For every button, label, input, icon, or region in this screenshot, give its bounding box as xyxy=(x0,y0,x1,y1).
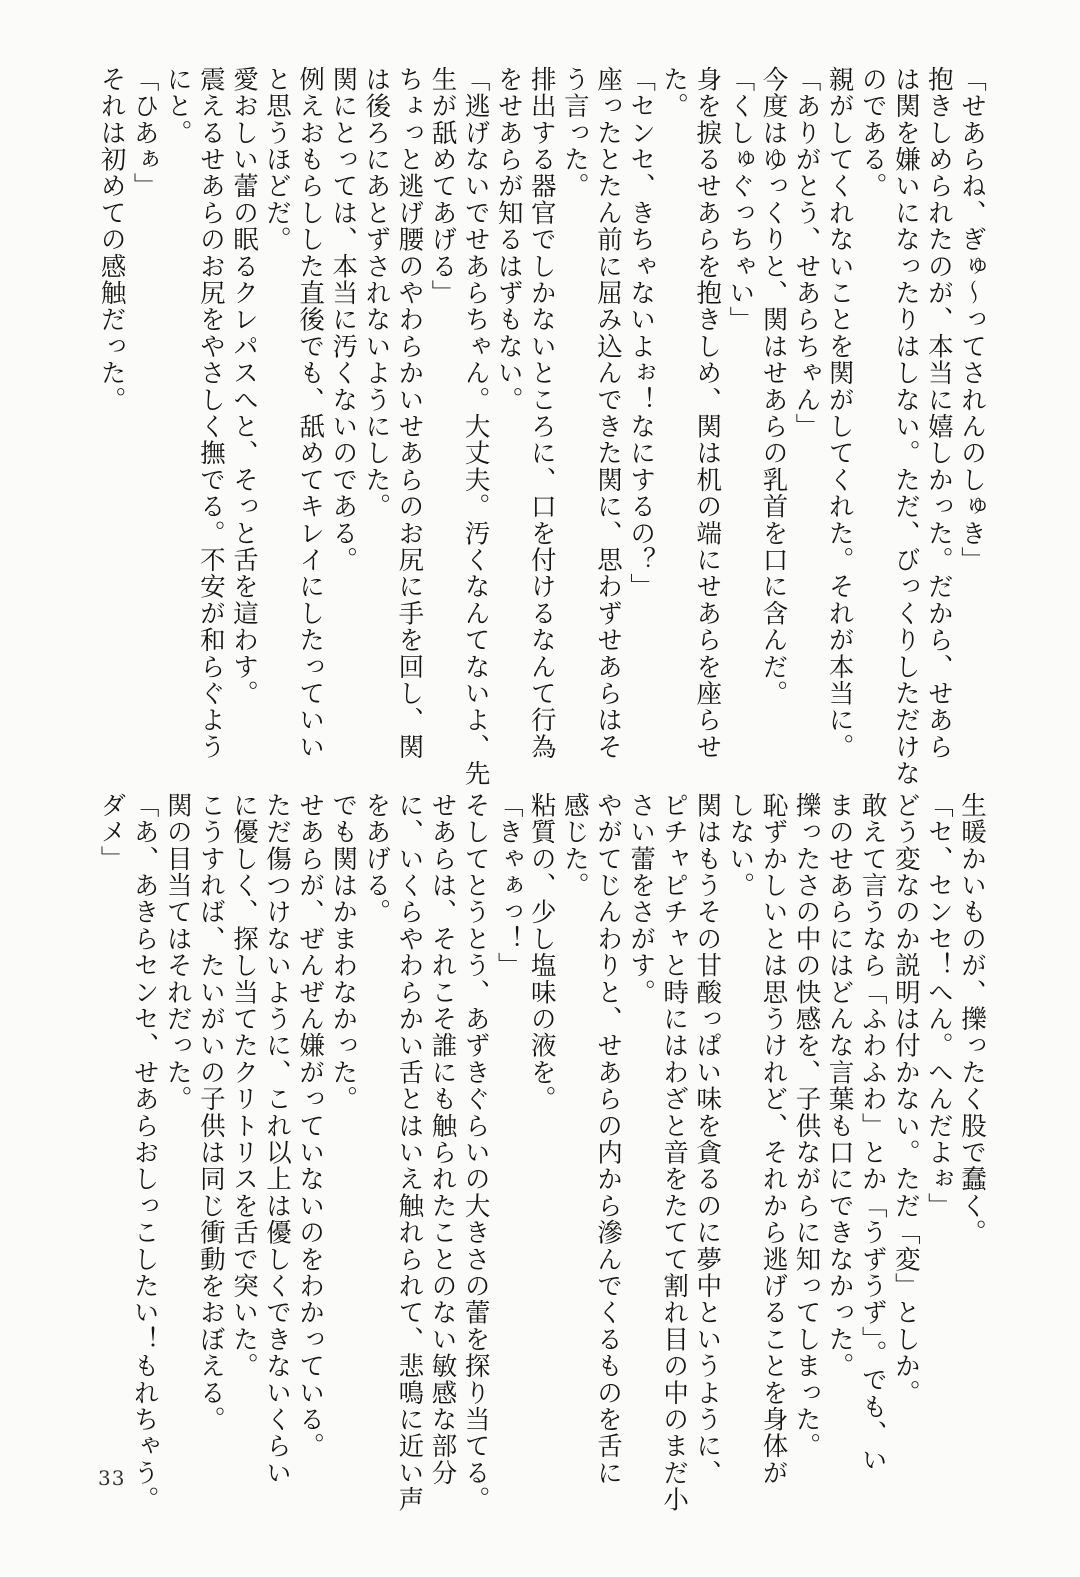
text-line: 「きゃぁっ！」 xyxy=(493,792,524,979)
text-line: 関はもうその甘酸っぱい味を貪るのに夢中というように、 xyxy=(692,792,723,1487)
text-line: 生が舐めてあげる」 xyxy=(427,66,458,307)
text-line: は関を嫌いになったりはしない。ただ、びっくりしただけな xyxy=(890,66,921,787)
text-line: 「せあらね、ぎゅ～ってされんのしゅき」 xyxy=(957,66,987,574)
upper-text-block xyxy=(96,66,988,787)
text-line: をせあらが知るはずもない。 xyxy=(493,66,524,414)
text-line: 「センセ、きちゃないよぉ！なにするの？」 xyxy=(626,66,657,600)
text-line: 感じた。 xyxy=(559,792,590,899)
text-line: に、いくらやわらかい舌とはいえ触れられて、悲鳴に近い声 xyxy=(394,792,425,1513)
text-line: た。 xyxy=(659,66,690,120)
text-line: 「ひあぁ」 xyxy=(129,66,160,200)
text-line: まのせあらにはどんな言葉も口にできなかった。 xyxy=(824,792,855,1380)
text-line: ただ傷つけないように、これ以上は優しくできないくらい xyxy=(262,792,293,1487)
text-line: しない。 xyxy=(725,792,756,899)
text-line: こうすれば、たいがいの子供は同じ衝動をおぼえる。 xyxy=(195,792,226,1433)
text-line: に優しく、探し当てたクリトリスを舌で突いた。 xyxy=(228,792,259,1380)
text-line: 愛おしい蕾の眠るクレパスへと、そっと舌を這わす。 xyxy=(228,66,259,707)
text-line: ダメ」 xyxy=(96,792,127,873)
text-line: 「ありがとう、せあらちゃん」 xyxy=(791,66,822,440)
text-line: 擽ったさの中の快感を、子供ながらに知ってしまった。 xyxy=(791,792,822,1460)
text-line: のである。 xyxy=(857,66,888,200)
text-line: 身を捩るせあらを抱きしめ、関は机の端にせあらを座らせ xyxy=(692,66,723,761)
text-line: さい蕾をさがす。 xyxy=(626,792,657,1006)
text-line: ピチャピチャと時にはわざと音をたてて割れ目の中のまだ小 xyxy=(659,792,690,1513)
text-line: 例えおもらしした直後でも、舐めてキレイにしたっていい xyxy=(295,66,326,761)
text-line: は後ろにあとずされないようにした。 xyxy=(361,66,392,520)
text-line: ちょっと逃げ腰のやわらかいせあらのお尻に手を回し、関 xyxy=(394,66,425,761)
text-line: 生暖かいものが、擽ったく股で蠢く。 xyxy=(957,792,987,1246)
text-line: やがてじんわりと、せあらの内から滲んでくるものを舌に xyxy=(592,792,623,1487)
text-line: 排出する器官でしかないところに、口を付けるなんて行為 xyxy=(526,66,557,761)
text-line: そしてとうとう、あずきぐらいの大きさの蕾を探り当てる。 xyxy=(460,792,491,1513)
text-line: をあげる。 xyxy=(361,792,392,926)
text-line: それは初めての感触だった。 xyxy=(96,66,127,414)
text-line: 粘質の、少し塩味の液を。 xyxy=(526,792,557,1113)
text-line: 座ったとたん前に屈み込んできた関に、思わずせあらはそ xyxy=(592,66,623,761)
text-line: どう変なのか説明は付かない。ただ「変」としか。 xyxy=(890,792,921,1407)
text-line: 震えるせあらのお尻をやさしく撫でる。不安が和らぐよう xyxy=(195,66,226,761)
text-line: 恥ずかしいとは思うけれど、それから逃げることを身体が xyxy=(758,792,789,1487)
text-line: 「あ、あきらセンセ、せあらおしっこしたい！もれちゃう。 xyxy=(129,792,160,1513)
text-line: でも関はかまわなかった。 xyxy=(328,792,359,1113)
text-line: 親がしてくれないことを関がしてくれた。それが本当に。 xyxy=(824,66,855,761)
text-line: 関の目当てはそれだった。 xyxy=(162,792,193,1113)
text-line: 敢えて言うなら「ふわふわ」とか「うずうず」。でも、い xyxy=(857,792,888,1474)
text-line: 「逃げないでせあらちゃん。大丈夫。汚くなんてないよ、先 xyxy=(460,66,491,787)
text-line: せあらが、ぜんぜん嫌がっていないのをわかっている。 xyxy=(295,792,326,1460)
text-line: 抱きしめられたのが、本当に嬉しかった。だから、せあら xyxy=(923,66,954,761)
text-line: と思うほどだ。 xyxy=(262,66,293,253)
text-line: 関にとっては、本当に汚くないのである。 xyxy=(328,66,359,574)
text-line: う言った。 xyxy=(559,66,590,200)
text-line: 「セ、センセ！へん。へんだよぉ」 xyxy=(923,792,954,1220)
text-line: 今度はゆっくりと、関はせあらの乳首を口に含んだ。 xyxy=(758,66,789,707)
text-line: にと。 xyxy=(162,66,193,147)
text-line: 「くしゅぐっちゃい」 xyxy=(725,66,756,333)
text-line: せあらは、それこそ誰にも触られたことのない敏感な部分 xyxy=(427,792,458,1487)
page-number: 33 xyxy=(98,1466,126,1490)
